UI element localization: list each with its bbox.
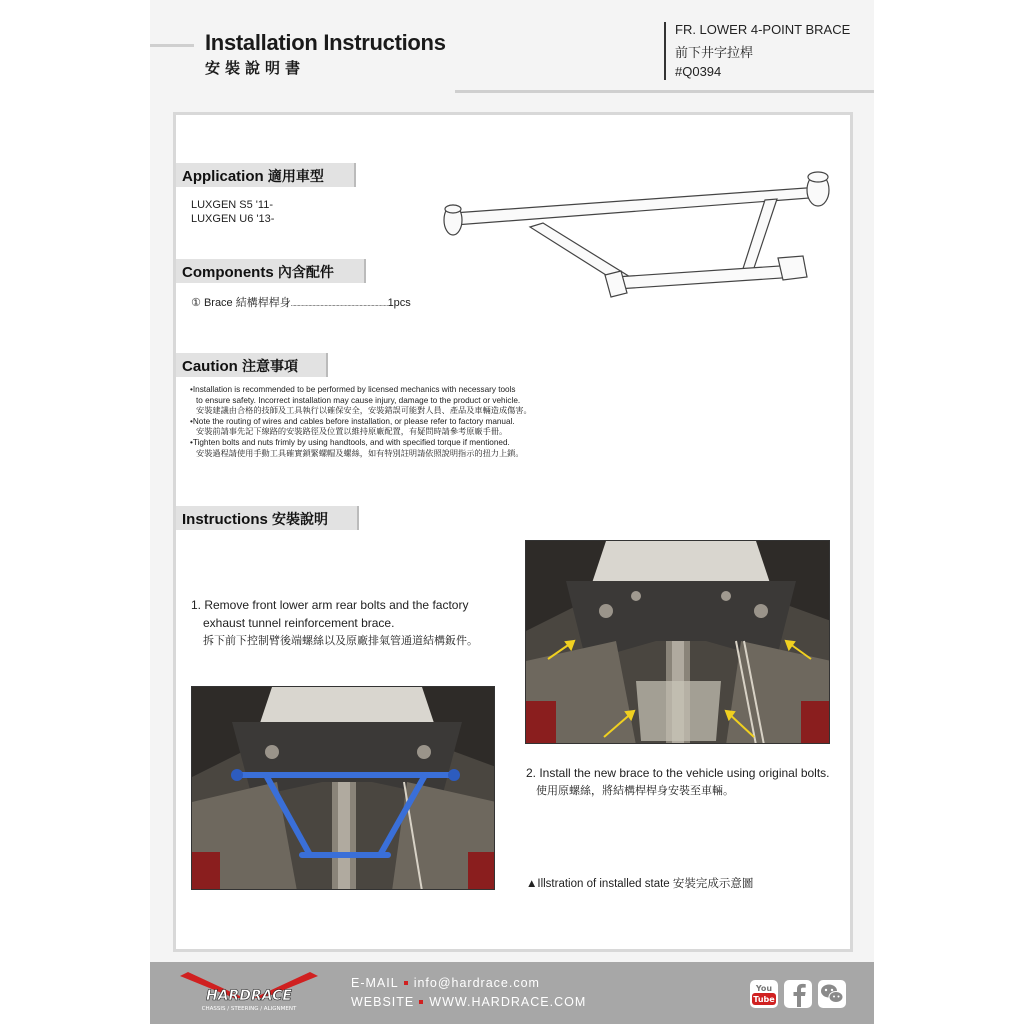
header-divider — [664, 22, 666, 80]
footer-tagline: CHASSIS / STEERING / ALIGNMENT — [201, 1006, 297, 1012]
instructions-heading — [176, 506, 359, 530]
application-heading-zh: 適用車型 — [267, 169, 324, 185]
header-right-rule — [455, 90, 874, 93]
svg-text:Tube: Tube — [753, 995, 775, 1004]
step-1-text: 1. Remove front lower arm rear bolts and the factory — [191, 598, 469, 612]
caution-line: 安裝前請事先記下線路的安裝路徑及位置以維持原廠配置，有疑問時請參考原廠手冊。 — [196, 427, 508, 437]
caution-list — [190, 385, 532, 459]
instructions-heading-zh: 安裝說明 — [272, 512, 329, 528]
component-name: Brace 結構桿桿身 — [203, 297, 291, 309]
website-link[interactable]: WWW.HARDRACE.COM — [429, 995, 587, 1009]
component-qty: 1pcs — [387, 297, 411, 309]
vehicle-item: LUXGEN U6 '13- — [191, 213, 275, 225]
step-1 — [191, 596, 478, 650]
components-heading — [176, 259, 366, 283]
email-label: E-MAIL — [351, 976, 399, 990]
component-leader-dots: ........................................................................ — [290, 301, 388, 308]
product-name-zh: 前下井字拉桿 — [675, 45, 754, 60]
document-title: Installation Instructions — [205, 30, 446, 55]
header-left-rule — [150, 44, 194, 47]
vehicle-item: LUXGEN S5 '11- — [191, 199, 273, 211]
components-heading-en: Components — [182, 264, 274, 281]
brace-product-illustration — [435, 165, 835, 300]
document-title-zh: 安裝說明書 — [205, 59, 306, 77]
photo-step-2 — [191, 686, 495, 890]
product-name: FR. LOWER 4-POINT BRACE — [675, 22, 851, 37]
wechat-icon[interactable] — [818, 980, 846, 1008]
application-heading — [176, 163, 356, 187]
caution-line: •Installation is recommended to be performed by licensed mechanics with necessary tools — [190, 385, 516, 394]
step-1-text-zh: 拆下前下控制臂後端螺絲以及原廠排氣管通道結構鈑件。 — [203, 635, 478, 647]
bullet-square — [419, 1000, 423, 1004]
website-label: WEBSITE — [351, 995, 415, 1009]
component-item — [191, 294, 411, 310]
caution-line: 安裝過程請使用手動工具確實鎖緊螺帽及螺絲，如有特別註明請依照說明指示的扭力上鎖。 — [196, 448, 524, 458]
footer-website — [351, 995, 586, 1009]
components-heading-zh: 內含配件 — [277, 265, 334, 281]
bullet-square — [404, 981, 408, 985]
hardrace-logo-icon — [178, 968, 320, 1014]
step-2-text-zh: 使用原螺絲，將結構桿桿身安裝至車輛。 — [536, 785, 734, 797]
facebook-icon[interactable] — [784, 980, 812, 1008]
step-1-text-cont: exhaust tunnel reinforcement brace. — [203, 616, 395, 630]
svg-text:You: You — [755, 984, 773, 993]
step-2 — [526, 764, 830, 800]
caution-line: •Tighten bolts and nuts frimly by using handtools, and with specified torque if mentioned. — [190, 437, 510, 447]
caution-heading-zh: 注意事項 — [242, 359, 298, 375]
email-link[interactable]: info@hardrace.com — [413, 976, 540, 990]
caution-line: to ensure safety. Incorrect installation may cause injury, damage to the product or vehicle. — [196, 395, 521, 405]
step-2-text: 2. Install the new brace to the vehicle using original bolts. — [526, 766, 830, 780]
application-heading-en: Application — [182, 168, 264, 185]
footer-brand: HARDRACE — [206, 988, 292, 1004]
instructions-heading-en: Instructions — [182, 511, 268, 528]
part-number: #Q0394 — [675, 64, 722, 79]
caution-line: 安裝建議由合格的技師及工具執行以確保安全，安裝錯誤可能對人員、產品及車輛造成傷害。 — [196, 406, 532, 416]
installed-state-caption: ▲Illstration of installed state 安裝完成示意圖 — [526, 878, 754, 890]
caution-line: •Note the routing of wires and cables before installation, or please refer to factory manual. — [190, 416, 515, 426]
caution-heading-en: Caution — [182, 358, 238, 375]
youtube-icon[interactable] — [750, 980, 778, 1008]
footer-email — [351, 976, 540, 990]
caution-heading — [176, 353, 328, 377]
component-marker: ① — [191, 297, 201, 309]
photo-step-1 — [525, 540, 830, 744]
